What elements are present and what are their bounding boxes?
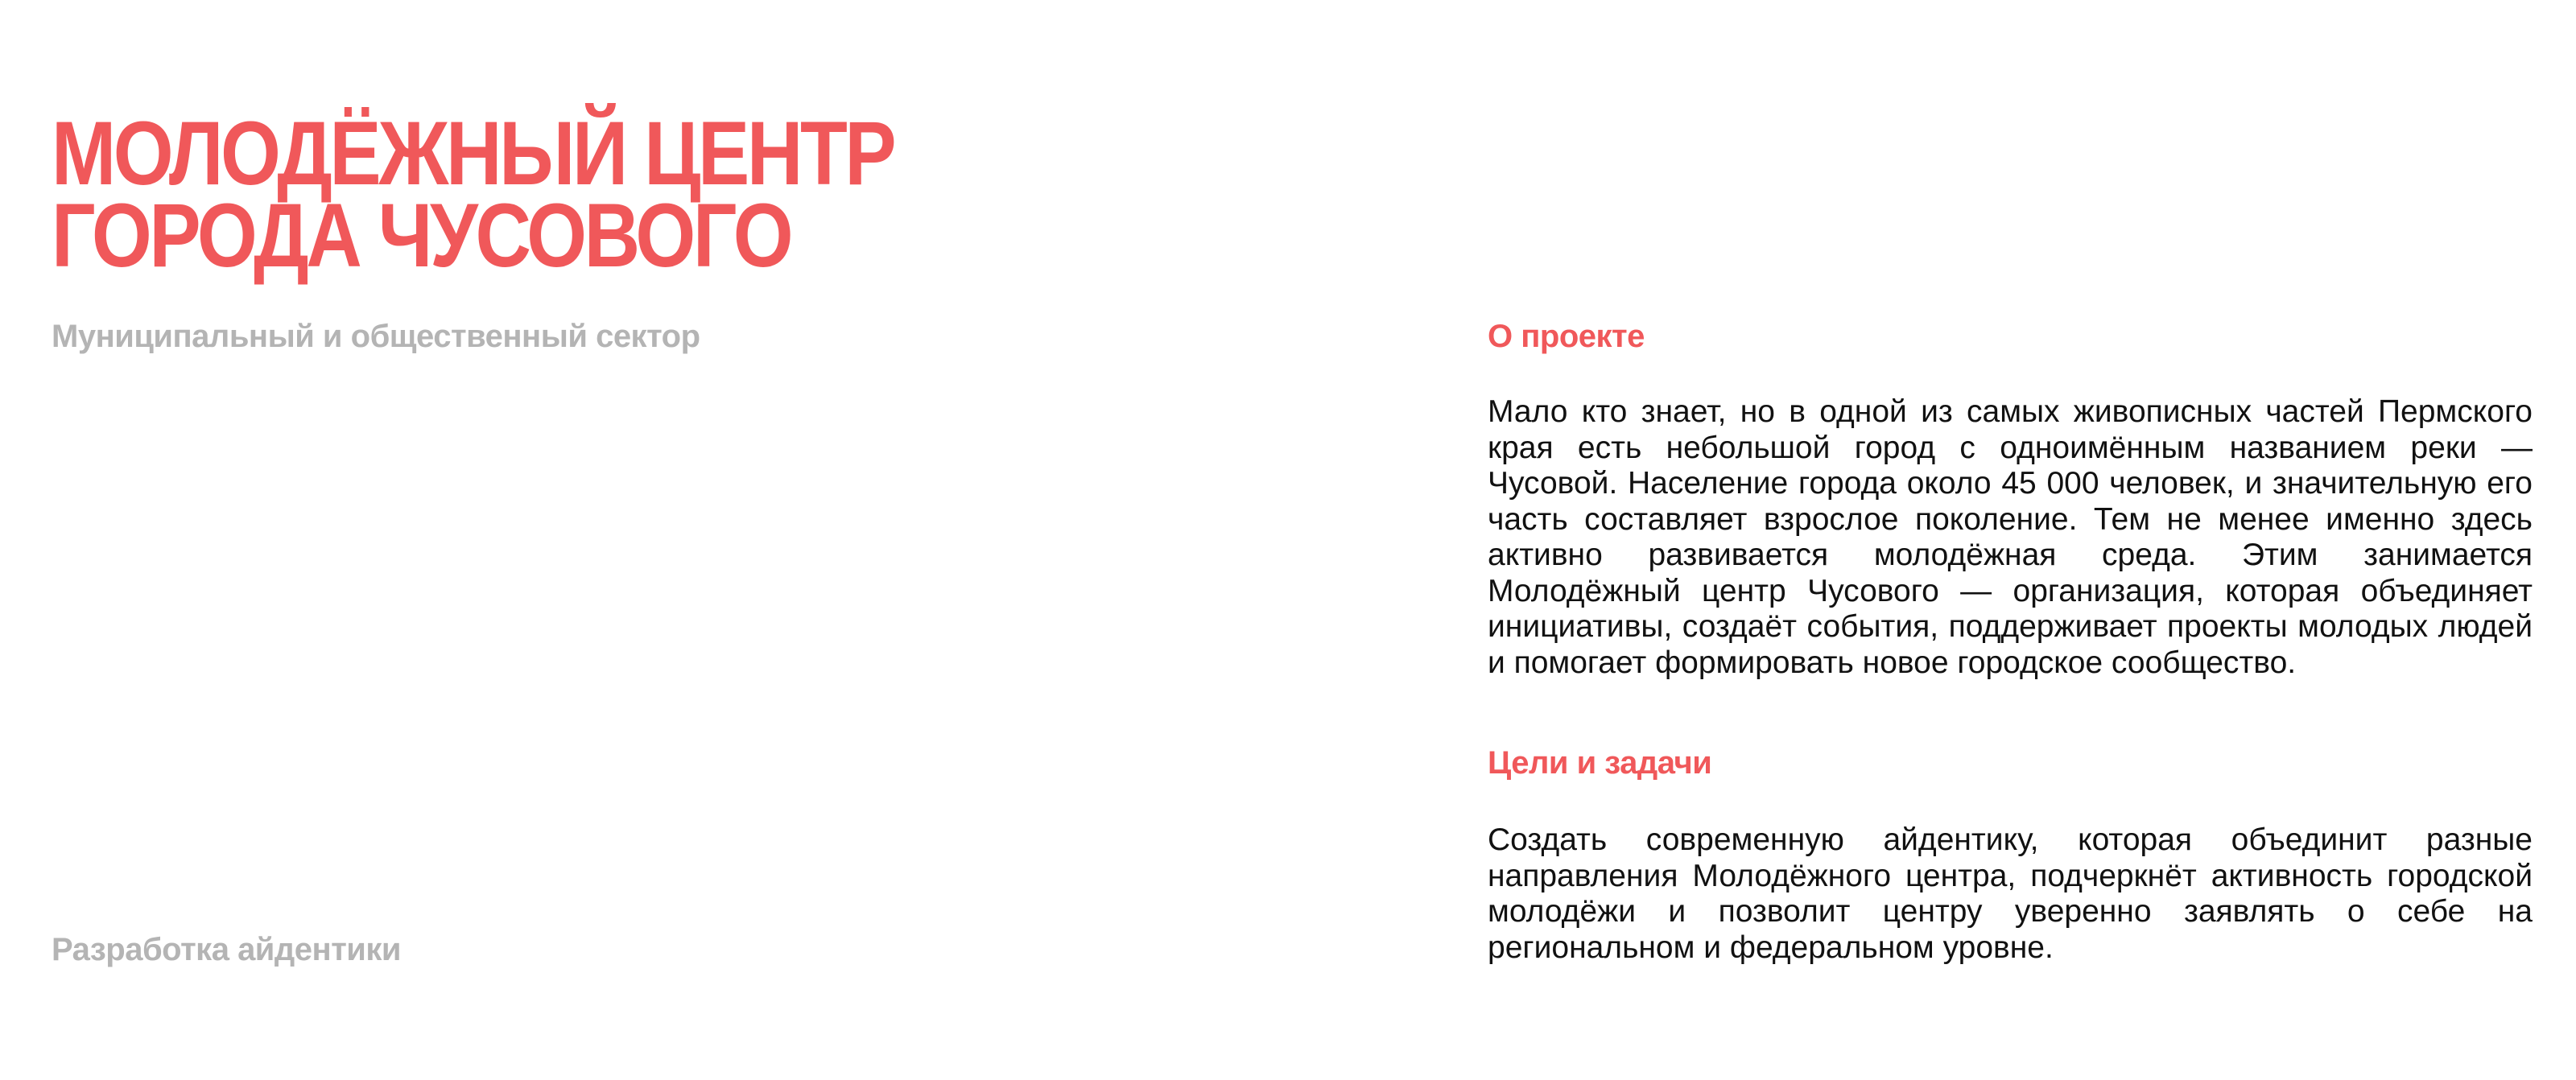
- page-title: [52, 103, 894, 286]
- page-title-line-2: ГОРОДА ЧУСОВОГО: [52, 185, 791, 286]
- goals-heading: Цели и задачи: [1488, 745, 1712, 781]
- page-title-line-1: МОЛОДЁЖНЫЙ ЦЕНТР: [52, 103, 894, 204]
- about-heading: О проекте: [1488, 319, 1645, 354]
- about-text: Мало кто знает, но в одной из самых живописных частей Пермского края есть небольшой город с одноимённым названием реки — Чусовой. Население города около 45 000 человек, и значительную его часть составляет взрослое поколение. Тем не менее именно здесь активно развивается молодёжная среда. Этим занимается Молодёжный центр Чусового — организация, которая объединяет инициативы, создаёт события, поддерживает проекты молодых людей и помогает формировать новое городское сообщество.: [1488, 394, 2533, 680]
- service-label: Разработка айдентики: [52, 932, 401, 967]
- goals-text: Создать современную айдентику, которая объединит разные направления Молодёжного центра, подчеркнёт активность городской молодёжи и позволит центру уверенно заявлять о себе на региональном и федеральном уровне.: [1488, 822, 2533, 965]
- sector-label: Муниципальный и общественный сектор: [52, 319, 700, 354]
